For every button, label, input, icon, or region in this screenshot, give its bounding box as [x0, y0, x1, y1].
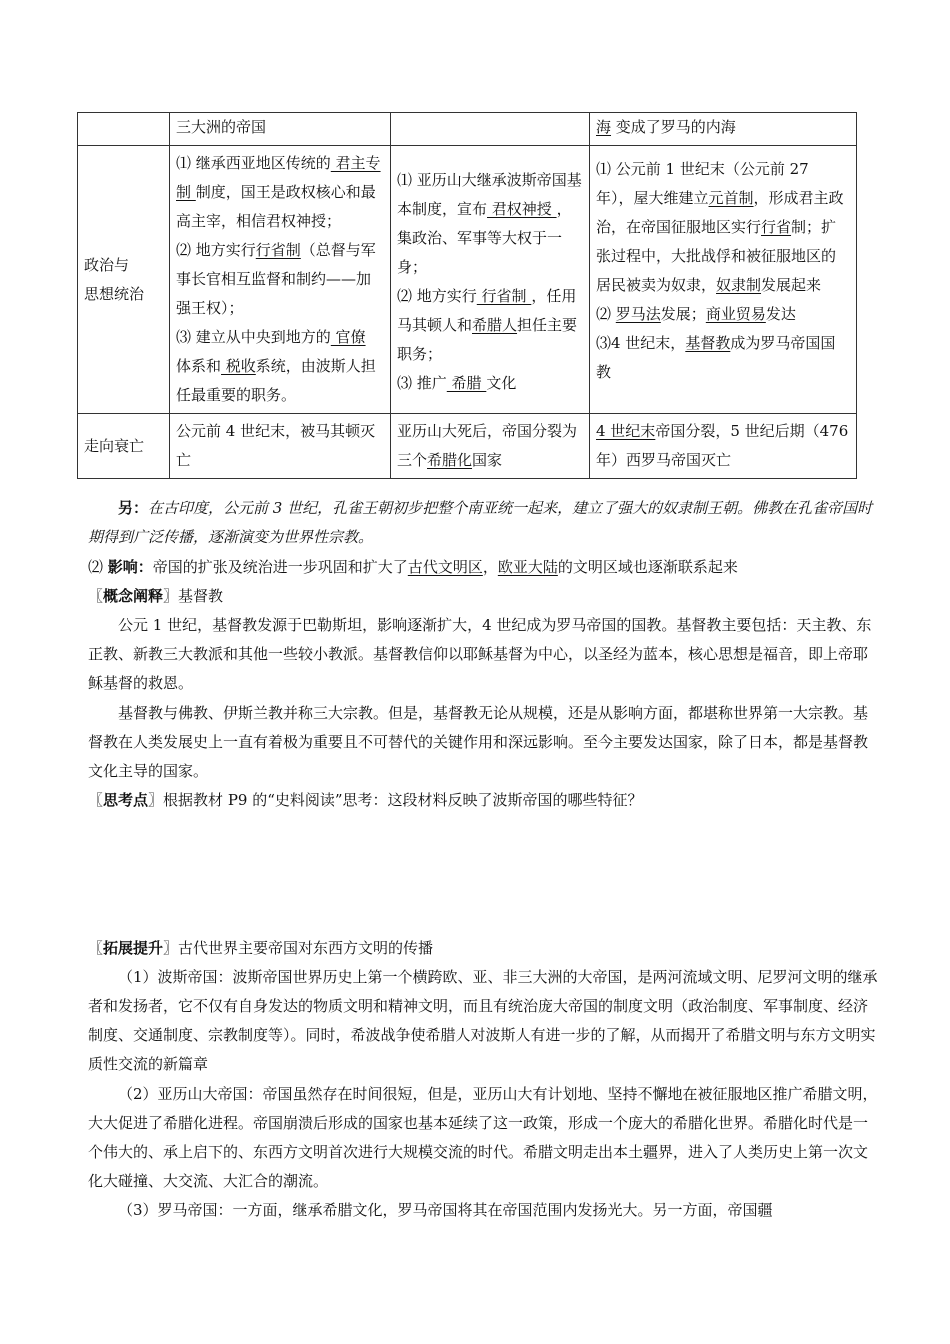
underlined-answer: 基督教: [685, 334, 731, 352]
underlined-answer: 官僚: [330, 328, 366, 346]
cell-text: ⑶ 建立从中央到地方的: [176, 328, 331, 346]
cell-text: 体系和: [176, 357, 222, 375]
underlined-answer: 希腊: [446, 374, 487, 392]
table-cell-rome-territory: [590, 113, 857, 146]
underlined-answer: 罗马法: [615, 305, 661, 323]
row-label-decline: 走向衰亡: [78, 414, 170, 479]
concept-paragraph-1: 公元 1 世纪，基督教发源于巴勒斯坦，影响逐渐扩大，4 世纪成为罗马帝国的国教。基督教主要包括：天主教、东正教、新教三大教派和其他一些较小教派。基督教信仰以耶稣基督为中心，以圣经为蓝本，核心思想是福音，即上帝耶稣基督的救恩。: [88, 616, 872, 692]
underlined-answer: 海: [596, 118, 612, 136]
bracket: 〗: [163, 587, 179, 605]
underlined-answer: 行省制: [255, 241, 301, 259]
underlined-answer: 希腊人: [472, 316, 518, 334]
table-cell-persia-territory: 三大洲的帝国: [170, 113, 391, 146]
think-text: 根据教材 P9 的“史料阅读”思考：这段材料反映了波斯帝国的哪些特征？: [163, 791, 643, 809]
underlined-answer: 古代文明区: [407, 558, 483, 576]
impact-paragraph: [88, 553, 878, 582]
bracket: 〖: [88, 791, 104, 809]
cell-text: ⑴ 继承西亚地区传统的: [176, 154, 331, 172]
underlined-answer: 行省: [761, 218, 792, 236]
think-point: [88, 786, 878, 815]
table-row: [78, 414, 857, 479]
cell-text: 发达: [765, 305, 796, 323]
cell-text: ⑶ 推广: [397, 374, 447, 392]
underlined-answer: 税收: [221, 357, 256, 375]
concept-label: 概念阐释: [103, 587, 164, 605]
row-label-line: 思想统治: [84, 284, 145, 303]
table-cell-alexander-politics: [391, 146, 590, 414]
cell-text: 发展起来: [761, 276, 822, 294]
row-label-politics: [78, 146, 170, 414]
cell-text: 成为罗马帝国国教: [596, 334, 836, 381]
cell-text: ，任用马其顿人和: [397, 287, 577, 334]
bracket: 〖: [88, 587, 104, 605]
cell-text: ，形成君主政治，在帝国征服地区实行: [596, 189, 844, 236]
note-text: 在古印度，公元前 3 世纪，孔雀王朝初步把整个南亚统一起来，建立了强大的奴隶制王朝。佛教在孔雀帝国时期得到广泛传播，逐渐演变为世界性宗教。: [88, 499, 873, 546]
cell-text: 制；扩张过程中，大批战俘和被征服地区的居民被卖为奴隶，: [596, 218, 837, 294]
cell-text: 文化: [486, 374, 517, 392]
underlined-answer: 行省制: [476, 287, 532, 305]
cell-text: 系统，由波斯人担任最重要的职务。: [176, 357, 376, 404]
cell-text: ⑴ 亚历山大继承波斯帝国基本制度，宣布: [397, 171, 582, 218]
think-label: 思考点: [103, 791, 149, 809]
cell-text: 亚历山大死后，帝国分裂为三个: [397, 422, 578, 469]
underlined-answer: 4 世纪末: [596, 422, 656, 440]
concept-paragraph-2: 基督教与佛教、伊斯兰教并称三大宗教。但是，基督教无论从规模，还是从影响方面，都堪称世界第一大宗教。基督教在人类发展史上一直有着极为重要且不可替代的关键作用和深远影响。至今主要发达国家，除了日本，都是基督教文化主导的国家。: [88, 704, 869, 780]
underlined-answer: 奴隶制: [716, 276, 762, 294]
impact-text: ，: [482, 558, 498, 576]
impact-prefix: ⑵: [88, 558, 108, 576]
concept-title: 基督教: [178, 587, 224, 605]
impact-text: 帝国的扩张及统治进一步巩固和扩大了: [152, 558, 408, 576]
cell-text: 帝国分裂，5 世纪后期（476 年）西罗马帝国灭亡: [596, 422, 849, 469]
cell-text: 发展；: [660, 305, 706, 323]
underlined-answer: 元首制: [708, 189, 754, 207]
cell-text: ⑵ 地方实行: [176, 241, 256, 259]
table-cell-alexander-decline: [391, 414, 590, 479]
underlined-answer: 商业贸易: [705, 305, 766, 323]
table-cell-persia-decline: 公元前 4 世纪末，被马其顿灭亡: [170, 414, 391, 479]
table-cell-alexander-territory: [391, 113, 590, 146]
cell-text: （总督与军事长官相互监督和制约——加强王权）；: [176, 241, 376, 317]
underlined-answer: 君权神授: [487, 200, 557, 218]
cell-text: 制度，国王是政权核心和最高主宰，相信君权神授；: [176, 183, 376, 230]
cell-text: ⑵: [596, 305, 616, 323]
underlined-answer: 希腊化: [427, 451, 473, 469]
cell-text: ⑵ 地方实行: [397, 287, 477, 305]
bracket: 〗: [163, 939, 179, 957]
cell-text: 变成了罗马的内海: [611, 118, 736, 136]
extend-paragraph-rome: （3）罗马帝国：一方面，继承希腊文化，罗马帝国将其在帝国范围内发扬光大。另一方面，帝国疆: [118, 1201, 773, 1219]
table-cell-empty: [78, 113, 170, 146]
cell-text: 国家: [472, 451, 503, 469]
underlined-answer: 欧亚大陆: [497, 558, 558, 576]
cell-text: 担任主要职务；: [397, 316, 578, 363]
extend-label: 拓展提升: [103, 939, 164, 957]
table-row: [78, 146, 857, 414]
row-label-line: 政治与: [84, 255, 130, 274]
concept-heading: [88, 582, 878, 611]
table-cell-rome-decline: [590, 414, 857, 479]
note-label: 另：: [118, 499, 149, 517]
underlined-answer: 君主专制: [176, 154, 381, 201]
cell-text: ⑶4 世纪末，: [596, 334, 686, 352]
table-row: [78, 113, 857, 146]
table-cell-rome-politics: [590, 146, 857, 414]
extend-heading: [88, 934, 878, 963]
bracket: 〖: [88, 939, 104, 957]
empire-comparison-table: [77, 112, 857, 479]
extend-paragraph-persia: （1）波斯帝国：波斯帝国世界历史上第一个横跨欧、亚、非三大洲的大帝国，是两河流域文明、尼罗河文明的继承者和发扬者，它不仅有自身发达的物质文明和精神文明，而且有统治庞大帝国的制度文明（政治制度、军事制度、经济制度、交通制度、宗教制度等）。同时，希波战争使希腊人对波斯人有进一步的了解，从而揭开了希腊文明与东方文明实质性交流的新篇章: [88, 968, 878, 1073]
extend-title: 古代世界主要帝国对东西方文明的传播: [178, 939, 434, 957]
note-paragraph: [88, 494, 878, 552]
impact-label: 影响：: [107, 558, 153, 576]
bracket: 〗: [148, 791, 164, 809]
cell-text: ，集政治、军事等大权于一身；: [397, 200, 572, 276]
table-cell-persia-politics: [170, 146, 391, 414]
extend-paragraph-alexander: （2）亚历山大帝国：帝国虽然存在时间很短，但是，亚历山大有计划地、坚持不懈地在被征服地区推广希腊文明，大大促进了希腊化进程。帝国崩溃后形成的国家也基本延续了这一政策，形成一个庞大的希腊化世界。希腊化时代是一个伟大的、承上启下的、东西方文明首次进行大规模交流的时代。希腊文明走出本土疆界，进入了人类历史上第一次文化大碰撞、大交流、大汇合的潮流。: [88, 1085, 878, 1190]
cell-text: ⑴ 公元前 1 世纪末（公元前 27 年），屋大维建立: [596, 160, 809, 207]
impact-text: 的文明区域也逐渐联系起来: [557, 558, 738, 576]
